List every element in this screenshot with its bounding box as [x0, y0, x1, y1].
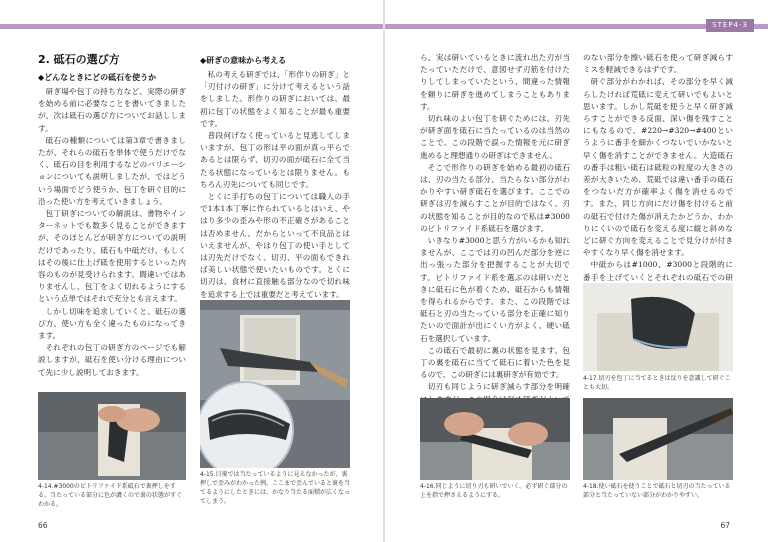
photo-caption: 4-14.#3000のビトリファイド系砥石で裏押しをする。当たっている部分に色が濃くので裏の状態がすぐわかる。: [38, 483, 183, 508]
photo-4-16: [420, 398, 570, 480]
hands-pressing-blade-photo: [420, 398, 570, 480]
paragraph: 包丁研ぎについての解説は、書物やインターネットでも数多く見ることができますが、そのほとんどが研ぎ方についての説明だけであったり、砥石も中砥だけ、もしくはその後に仕上げ砥を使用するといった内容のものが見受けられます。間違いではありませんし、包丁をよく切れるようにするという点単ではそれで充分とも言えます。: [38, 209, 186, 304]
photo-caption: 4-16.同じように切り刃も研いでいく。必ず研ぐ部分の上を指で押さえるようにする。: [420, 483, 568, 499]
blade-on-stone-photo: [583, 283, 733, 371]
photo-4-15: [200, 300, 350, 468]
photo-caption: 4-18.使い砥石を使うことで砥石と切刃の当たっている部分と当たっていない部分がわかりやすい。: [583, 483, 731, 499]
page-gutter: [383, 0, 385, 542]
photo-caption: 4-15.目視では当たっているように見えなかったが、裏押しで歪みがわかった例。ここまで歪んでいると裏を当てるようにしたときには、かなり当たる面積が広くなってしまう。: [200, 471, 351, 505]
photo-4-18: [583, 398, 733, 480]
knife-photo-illustration: [200, 300, 350, 468]
paragraph: いきなり#3000と思う方がいるかも知れませんが、ここでは刃の凹んだ部分を逆に出っ張った部分を把握することが大切です。ビトリファイド系を選ぶのは研いだときに砥石に色が着くため、砥石からも情報を得られるからです。また、この段階では砥石と刃の当たっている部分を正確に知りたいので面計が出にくい方がよく、硬い砥石を選択しています。: [420, 236, 570, 343]
subhead-meaning-of-sharpening: ◆研ぎの意味から考える: [200, 56, 287, 65]
photo-4-17: [583, 283, 733, 371]
chapter-header-label: STEP4-3: [706, 19, 754, 32]
paragraph: それぞれの包丁の研ぎ方のページでも解説しますが、砥石を使い分ける理由について先に少し説明しておきます。: [38, 343, 186, 377]
left-column-1: [38, 52, 186, 379]
left-column-2: [200, 52, 350, 325]
paragraph: 普段何げなく使っていると見逃してしまいますが、包丁の形は平の面が真っ平らであるとは限らず、切刃の面が砥石に全て当たる状態になっているとは限りません。もちろん刃先についても同じです。: [200, 131, 350, 189]
page-number-right: 67: [720, 521, 730, 530]
paragraph: 研ぎ場や包丁の持ち方など、実際の研ぎを始める前に必要なことを書いてきましたが、次は砥石の選び方についてお話しします。: [38, 87, 186, 133]
paragraph: とくに手打ちの包丁については職人の手で1本1本丁寧に作られているとはいえ、やはり多少の歪みや形の不正確さがあることは否めません。だからといって不良品とはいえませんが、やはり包丁の使い手としては刃先だけでなく、切刃、平の面もできれば美しい状態で使いたいものです。とくに切刃は、食材に直接触る部分なので切れ味を追求する上では重要だと考えています。: [200, 192, 350, 299]
paragraph: 切れ味のよい包丁を研ぐためには、刃先が研ぎ面を砥石に当たっているのは当然のことで、この段階で誤った情報を元に研ぎ進めると理想通りの研ぎはできません。: [420, 114, 570, 160]
photo-4-14: [38, 392, 186, 480]
page-number-left: 66: [38, 521, 48, 530]
paragraph: 切刃も同じように研ぎ減らす部分を明確: [427, 382, 570, 392]
paragraph: 砥石の種類については第3章で書きましたが、それらの砥石を単体で使うだけでなく、砥石の目を利用するなどのバリエーションについても説明しましたが、ではどういう場面でどう使うか、包丁を研ぐ目的に沿った使い方を考えていきましょう。: [38, 135, 186, 206]
paragraph: この砥石で最初に裏の状態を見ます。包丁の裏を砥石に当てて砥石に着いた色を見るので、この研ぎには裏研ぎが有効です。: [420, 345, 570, 380]
knife-over-sink-photo: [583, 398, 733, 480]
subhead-how-to-use: ◆どんなときにどの砥石を使うか: [38, 73, 157, 82]
paragraph: のない部分を擦い砥石を使って研ぎ減らすミスを軽減できるはずです。: [583, 53, 733, 75]
section-title: 2. 砥石の選び方: [38, 53, 120, 66]
paragraph: 私の考える研ぎでは、「形作りの研ぎ」と「刃付けの研ぎ」に分けて考えるという話をしました。形作りの研ぎにおいては、最初に包丁の状態をよく知ることが最も重要です。: [200, 70, 350, 128]
paragraph: 研ぐ部分がわかれば、その部分を早く減らしたければ荒砥に変えて研いでもよいと思います。しかし荒砥を使うと早く研ぎ減らすことができる反面、深い傷を残すことにもなるので、#220→#320→#400というように番手を細かくつないでいかないと早く傷を消すことができません。大造砥石の番手は粗い砥石は砥粒の粒度の大きさの差が大きいため、荒砥では違い番手の砥石をつないだ方が確率よく傷を消せるのです。また、同じ方向にだけ傷を付けると前の砥石で付けた傷が消えたかどうか、わかりにくいので砥石を変える度に縦と斜めなどに研ぐ方向を変えることで見分けが付きやすくなり早く傷を消せます。: [583, 77, 733, 258]
photo-caption: 4-17.切刃を包丁に当てるときは反りを意識して研ぐことも大切。: [583, 375, 731, 391]
paragraph: ら、実は研いているときに流れ出た刃が当たっていただけで、意図せず刃筋を付けたりしてしまっていたという、間違った情報を頼りに研ぎを進めてしまうこともあります。: [420, 53, 570, 111]
paragraph: 中砥からは#1000、#3000と段階的に番手を上げていくとそれぞれの砥石での研: [583, 260, 733, 282]
paragraph: しかし切味を追求していくと、砥石の選び方、使い方も全く違ったものになってきます。: [38, 306, 186, 341]
right-column-2: [583, 52, 733, 296]
hands-sharpening-photo: [38, 392, 186, 480]
right-column-1: [420, 52, 570, 418]
paragraph: そこで形作りの研ぎを始める最初の砥石は、刃の当たる部分、当たらない部分がわかりやすい研ぎ砥石を選びます。ここでの研ぎは刃を減らすことが目的ではなく、刃の状態を知ることが目的なので私は#3000のビトリファイド系砥石を選びます。: [420, 162, 570, 233]
